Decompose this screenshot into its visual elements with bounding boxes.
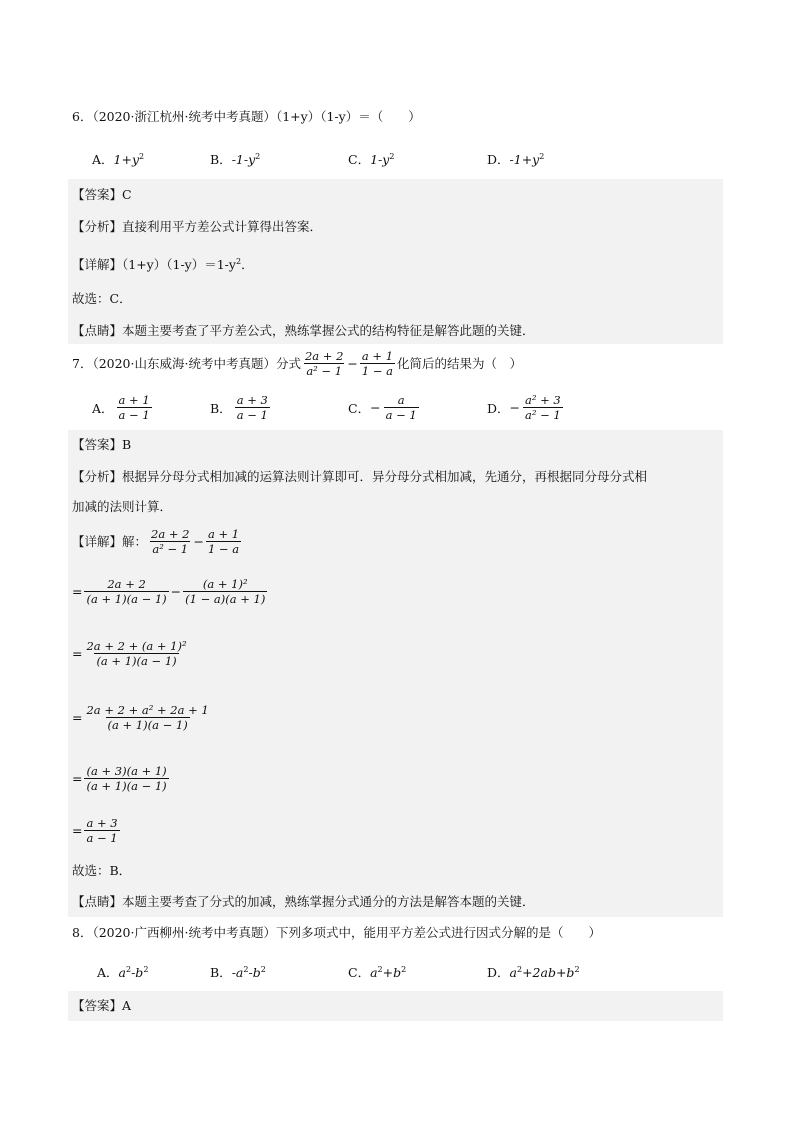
fraction-numerator: 2a + 2 [151, 527, 190, 541]
q7-analysis-line-2: 加减的法则计算． [72, 499, 173, 514]
option-sup: 2 [516, 965, 523, 974]
fraction-denominator: (1 − a)(a + 1) [185, 592, 266, 606]
q6-choose: 故选：C． [72, 291, 132, 306]
q6-answer: 【答案】C [72, 187, 132, 202]
q8-option-a [97, 963, 148, 981]
q7-step-1 [72, 577, 269, 606]
option-text: 1+y [113, 152, 140, 167]
q7-answer: 【答案】B [72, 437, 132, 452]
minus-sign: − [347, 355, 358, 371]
option-sup: 2 [260, 965, 266, 974]
q7-option-d [487, 393, 565, 422]
q8-option-b [210, 963, 266, 981]
q8-stem: 8．（2020·广西柳州·统考中考真题）下列多项式中，能用平方差公式进行因式分解的是（ ） [72, 925, 601, 940]
q6-option-b [210, 150, 260, 168]
fraction-denominator: (a + 1)(a − 1) [86, 592, 167, 606]
q6-option-c [348, 150, 394, 168]
step-fraction [84, 703, 210, 732]
option-text: -1+y [509, 152, 540, 167]
fraction-numerator: (a + 3)(a + 1) [86, 764, 167, 778]
option-term-a: a [118, 965, 126, 980]
q6-comment: 【点睛】本题主要考查了平方差公式，熟练掌握公式的结构特征是解答此题的关键． [72, 323, 535, 338]
option-sup: 2 [139, 152, 145, 161]
fraction-denominator: a² − 1 [525, 408, 561, 422]
fraction-numerator: a + 1 [361, 349, 394, 363]
q6-stem: 6．（2020·浙江杭州·统考中考真题）（1+y）（1-y）＝（ ） [72, 109, 421, 124]
fraction-numerator: a + 3 [86, 816, 118, 830]
fraction-denominator: 1 − a [361, 364, 394, 378]
q6-analysis: 【分析】直接利用平方差公式计算得出答案． [72, 219, 323, 234]
option-letter: D． [487, 152, 510, 167]
fraction-numerator: 2a + 2 + a² + 2a + 1 [86, 703, 209, 717]
minus-sign: − [170, 583, 182, 599]
option-term-b: -b [131, 965, 144, 980]
fraction-numerator: a + 1 [118, 393, 150, 407]
fraction-denominator: a − 1 [118, 408, 150, 422]
fraction-denominator: a² − 1 [152, 542, 189, 556]
equals-sign: = [72, 645, 83, 661]
q6-option-a [92, 150, 144, 168]
option-term-a: a [509, 965, 517, 980]
option-letter: A． [97, 965, 119, 980]
fraction-numerator: 2a + 2 + (a + 1)² [86, 639, 187, 653]
q7-detail-label: 【详解】解： [72, 533, 148, 549]
minus-sign: − [193, 533, 204, 549]
fraction-numerator: a + 3 [236, 393, 268, 407]
option-sup: 2 [255, 152, 261, 161]
equals-sign: = [72, 583, 83, 599]
option-term-a: a [370, 965, 378, 980]
fraction-numerator: a [397, 393, 405, 407]
fraction-denominator: a − 1 [236, 408, 268, 422]
fraction-numerator: (a + 1)² [202, 577, 248, 591]
option-sign: − [370, 400, 381, 415]
q7-option-a [92, 393, 154, 422]
q6-detail-text: 【详解】（1+y）（1-y）＝1-y [72, 257, 236, 272]
equals-sign: = [72, 770, 83, 786]
q7-analysis-line-1: 【分析】根据异分母分式相加减的运算法则计算即可．异分母分式相加减，先通分，再根据同分母分式相 [72, 469, 648, 484]
q7-detail-line [72, 527, 243, 556]
option-sup: 2 [401, 965, 407, 974]
step-fraction [84, 816, 119, 845]
q6-option-d [487, 150, 544, 168]
option-letter: D． [487, 965, 510, 980]
q8-option-d [487, 963, 580, 981]
fraction-denominator: a − 1 [385, 408, 417, 422]
option-fraction [235, 393, 270, 422]
q7-stem-fraction-1 [303, 349, 345, 378]
fraction-numerator: a² + 3 [525, 393, 561, 407]
option-fraction [117, 393, 152, 422]
option-text: 1-y [370, 152, 390, 167]
q6-detail-sup: 2 [235, 257, 242, 266]
option-sup: 2 [243, 965, 249, 974]
q8-answer: 【答案】A [72, 998, 132, 1013]
q7-step-4 [72, 764, 171, 793]
option-sup: 2 [539, 152, 545, 161]
option-sup: 2 [125, 965, 132, 974]
q7-stem [72, 349, 522, 378]
fraction-numerator: 2a + 2 [107, 577, 146, 591]
step-fraction [84, 639, 188, 668]
option-letter: C． [348, 152, 371, 167]
option-sup: 2 [389, 152, 395, 161]
step-fraction [84, 764, 168, 793]
equals-sign: = [72, 822, 83, 838]
option-sup: 2 [574, 965, 580, 974]
fraction-denominator: (a + 1)(a − 1) [96, 654, 177, 668]
q7-stem-suffix: 化简后的结果为（ ） [397, 355, 523, 371]
q8-option-c [348, 963, 406, 981]
option-term-a: -a [231, 965, 244, 980]
fraction-denominator: (a + 1)(a − 1) [107, 718, 188, 732]
option-term-b: +2ab+b [522, 965, 575, 980]
option-letter: C． [348, 965, 371, 980]
option-letter: B． [210, 965, 232, 980]
option-letter: D． [487, 400, 510, 416]
q7-detail-fraction-1 [149, 527, 191, 556]
option-sup: 2 [143, 965, 149, 974]
q7-stem-fraction-2 [360, 349, 395, 378]
fraction-denominator: a − 1 [86, 831, 118, 845]
option-fraction [523, 393, 563, 422]
option-sign: − [509, 400, 521, 415]
step-fraction [84, 577, 168, 606]
q6-detail-suffix: ． [241, 257, 254, 272]
q7-option-b [210, 393, 272, 422]
option-letter: A． [92, 400, 114, 416]
q7-step-5 [72, 816, 122, 845]
option-fraction [384, 393, 419, 422]
q7-detail-fraction-2 [206, 527, 241, 556]
q7-step-2 [72, 639, 191, 668]
q8-solution-block [68, 991, 723, 1021]
equals-sign: = [72, 709, 83, 725]
option-text: -1-y [231, 152, 256, 167]
q7-choose: 故选：B． [72, 863, 132, 878]
option-letter: B． [210, 400, 232, 416]
fraction-denominator: (a + 1)(a − 1) [86, 779, 167, 793]
fraction-numerator: 2a + 2 [304, 349, 344, 363]
q7-comment: 【点睛】本题主要考查了分式的加减，熟练掌握分式通分的方法是解答本题的关键． [72, 894, 535, 909]
option-letter: A． [92, 152, 114, 167]
q7-stem-prefix: 7．（2020·山东威海·统考中考真题）分式 [72, 355, 301, 371]
fraction-denominator: a² − 1 [306, 364, 343, 378]
option-sup: 2 [377, 965, 383, 974]
option-letter: C． [348, 400, 371, 416]
option-term-b: -b [248, 965, 261, 980]
option-term-b: +b [382, 965, 402, 980]
option-letter: B． [210, 152, 232, 167]
fraction-denominator: 1 − a [207, 542, 240, 556]
fraction-numerator: a + 1 [207, 527, 240, 541]
q7-option-c [348, 393, 421, 422]
q7-step-3 [72, 703, 213, 732]
step-fraction-2 [183, 577, 267, 606]
q6-detail [72, 257, 254, 273]
